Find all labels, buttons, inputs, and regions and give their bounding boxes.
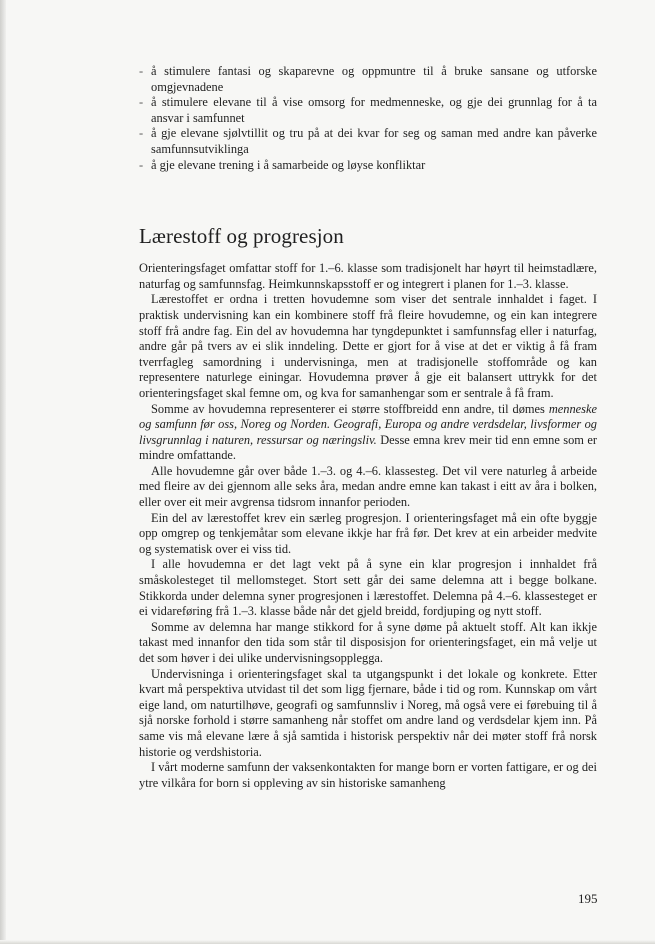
- page-text: [139, 64, 597, 791]
- paragraph-main-topics: I alle hovudemna er det lagt vekt på å syne ein klar progresjon i innhaldet frå småskolesteget til mellomsteget. Stort sett går dei same delemna att i begge bolkane. Stikkorda under delemna syner progresjonen i lærestoffet. Delemna på 4.–6. klassesteget er ei vidareføring frå 1.–3. klasse både når det gjeld breidd, fordjuping og nytt stoff.: [139, 557, 597, 619]
- paragraph-scope-tail: Desse emna krev meir tid enn emne som er mindre omfattande.: [139, 432, 597, 463]
- paragraph-scope: [139, 402, 597, 464]
- goal-list: [139, 64, 597, 173]
- page-shadow-bottom: [0, 940, 655, 944]
- paragraph-progression: Ein del av lærestoffet krev ein særleg progresjon. I orienteringsfaget må ein ofte byggje opp omgrep og tenkjemåtar som elevane ikkje har frå før. Det krev at ein arbeider medvite og systematisk over ei viss tid.: [139, 510, 597, 556]
- paragraph-grades: Alle hovudemne går over både 1.–3. og 4.–6. klassesteg. Det vil vere naturleg å arbeide med fleire av dei gjennom alle seks åra, medan andre emne kan takast i eitt av åra i bolken, eller over eit meir avgrensa tidsrom innanfor perioden.: [139, 463, 597, 510]
- section-heading: Lærestoff og progresjon: [139, 224, 344, 249]
- paragraph-intro: Orienteringsfaget omfattar stoff for 1.–6. klasse som tradisjonelt har høyrt til heimstadlære, naturfag og samfunnsfag. Heimkunnskapsstoff er og integrert i planen for 1.–3. klasse.: [139, 261, 597, 291]
- page-number: 195: [578, 891, 598, 906]
- paragraph-structure: Lærestoffet er ordna i tretten hovudemne som viser det sentrale innhaldet i faget. I praktisk undervisning kan ein kombinere stoff frå fleire hovudemne, og ein kan integrere stoff frå andre fag. Ein del av hovudemna har tyngdepunktet i samfunnsfag eller i naturfag, andre går på tvers av ei slik inndeling. Dette er gjort for å vise at det er viktig å få fram tverrfagleg samordning i undervisninga, men at tradisjonelle stoffområde og kan representere naturlege einingar. Hovudemna prøver å gje eit balansert uttrykk for det orienteringsfaget skal femne om, og kva for samanhengar som er sentrale å få fram.: [139, 292, 597, 400]
- list-item: - å stimulere elevane til å vise omsorg for medmenneske, og gje dei grunnlag for å ta ansvar i samfunnet: [139, 95, 597, 126]
- paragraph-scope-lead: Somme av hovudemna representerer ei større stoffbreidd enn andre, til dømes: [151, 401, 545, 416]
- page-shadow-edge: [0, 0, 6, 944]
- list-item: - å stimulere fantasi og skaparevne og oppmuntre til å bruke sansane og utforske omgjevnadene: [139, 64, 597, 95]
- paragraph-modern-society: I vårt moderne samfunn der vaksenkontakten for mange born er vorten fattigare, er og dei ytre vilkåra for born si oppleving av sin historiske samanheng: [139, 760, 597, 790]
- paragraph-local: Undervisninga i orienteringsfaget skal ta utgangspunkt i det lokale og konkrete. Etter kvart må perspektiva utvidast til det som ligg fjernare, både i tid og rom. Kunnskap om vårt eige land, om naturtilhøve, geografi og samfunnsliv i Noreg, må også vere ei førebuing til å sjå norske forhold i større samanheng når stoffet om andre land og verdsdelar kjem inn. På same vis må elevane lære å sjå samtida i historisk perspektiv når dei møter stoff frå norsk historie og verdshistoria.: [139, 666, 597, 759]
- paragraph-scope-examples: menneske og samfunn før oss, Noreg og Norden. Geografi, Europa og andre verdsdelar, livsformer og livsgrunnlag i naturen, ressursar og næringsliv.: [139, 401, 597, 447]
- list-item: - å gje elevane sjølvtillit og tru på at dei kvar for seg og saman med andre kan påverke samfunnsutviklinga: [139, 126, 597, 157]
- list-item: - å gje elevane trening i å samarbeide og løyse konfliktar: [139, 158, 597, 174]
- paragraph-keywords: Somme av delemna har mange stikkord for å syne døme på aktuelt stoff. Alt kan ikkje takast med innanfor den tida som står til disposisjon for orienteringsfaget, ein må velje ut det som høver i dei ulike undervisningsopplegga.: [139, 619, 597, 665]
